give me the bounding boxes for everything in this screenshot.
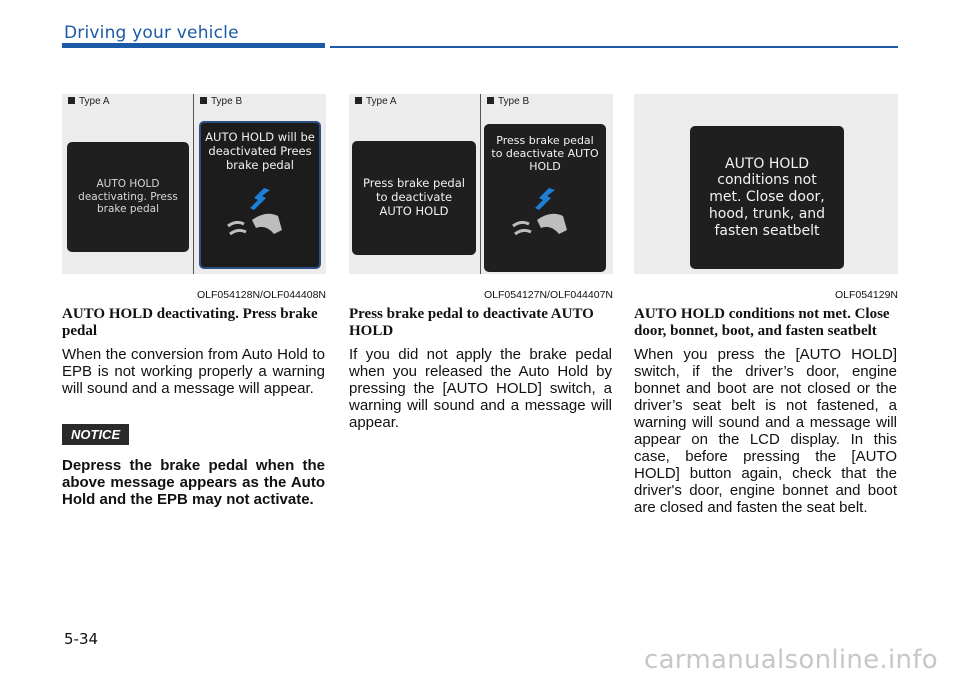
section-title: Driving your vehicle [64,23,239,43]
header-bar-thick [62,43,325,48]
figure-3 [634,94,898,274]
column-3 [634,306,897,516]
column-2 [349,306,612,431]
lcd-message: AUTO HOLD deactivating. Press brake pedal [78,178,178,216]
section-body: If you did not apply the brake pedal when you released the Auto Hold by pressing the [AUTO HOLD] switch, a warning will sound and a message will appear. [349,346,612,431]
lcd-message: Press brake pedal to deactivate AUTO HOLD [363,176,465,218]
notice-badge: NOTICE [62,424,129,445]
lcd-screen-type-b [484,124,606,272]
lcd-message: AUTO HOLD conditions not met. Close door, hood, trunk, and fasten seatbelt [708,155,826,239]
lcd-message: Press brake pedal to deactivate AUTO HOLD [491,134,599,174]
figure-1-caption: OLF054128N/OLF044408N [197,289,326,301]
page-number: 5-34 [64,630,99,648]
figure-divider [193,94,194,274]
section-heading: AUTO HOLD conditions not met. Close door, bonnet, boot, and fasten seatbelt [634,306,890,339]
section-body: When you press the [AUTO HOLD] switch, if the driver’s door, engine bonnet and boot are not closed or the driver’s seat belt is not fastened, a warning will sound and a message will appear on the LCD display. In this case, before pressing the [AUTO HOLD] button again, check that the driver's door, engine bonnet and boot are closed and fasten the seat belt. [634,346,897,516]
column-1 [62,306,325,508]
notice-text: Depress the brake pedal when the above message appears as the Auto Hold and the EPB may not activate. [62,457,325,508]
lcd-screen-type-a [352,141,476,255]
section-body: When the conversion from Auto Hold to EPB is not working properly a warning will sound and a message will appear. [62,346,325,397]
figure-3-caption: OLF054129N [834,289,898,301]
lcd-screen [690,126,844,269]
section-heading: Press brake pedal to deactivate AUTO HOLD [349,306,594,339]
type-a-label: Type A [68,96,110,107]
figure-2 [349,94,613,274]
watermark: carmanualsonline.info [643,645,938,675]
lcd-screen-type-a [67,142,189,252]
brake-pedal-icon [505,182,585,242]
section-heading: AUTO HOLD deactivating. Press brake pedal [62,306,318,339]
figure-2-caption: OLF054127N/OLF044407N [484,289,613,301]
type-a-label: Type A [355,96,397,107]
header-bar-thin [330,46,898,48]
figure-divider [480,94,481,274]
brake-pedal-icon [220,182,300,242]
lcd-screen-type-b [199,121,321,269]
lcd-message: AUTO HOLD will be deactivated Prees brake pedal [205,130,315,172]
type-b-label: Type B [487,96,529,107]
type-b-label: Type B [200,96,242,107]
figure-1 [62,94,326,274]
